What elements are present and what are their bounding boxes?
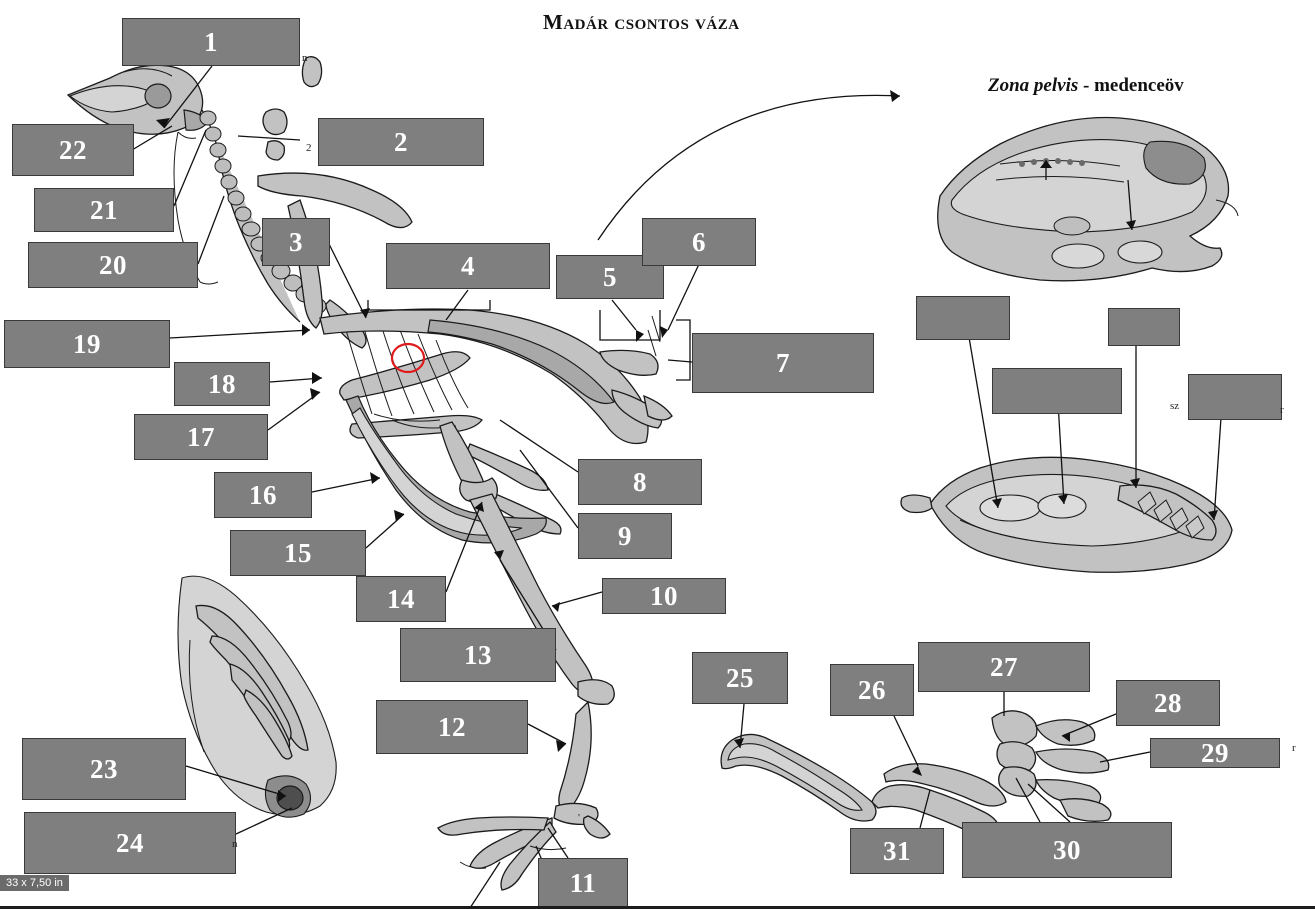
stray-n-foot: n	[232, 838, 238, 850]
label-box-6[interactable]: 6	[642, 218, 756, 266]
label-box-26[interactable]: 26	[830, 664, 914, 716]
label-box-19[interactable]: 19	[4, 320, 170, 368]
stray-tick: '	[578, 812, 580, 824]
pelvis-ventral-group	[901, 457, 1232, 572]
label-box-17[interactable]: 17	[134, 414, 268, 460]
label-box-7[interactable]: 7	[692, 333, 874, 393]
stray-sz: sz	[1170, 400, 1180, 412]
pelvis-blank-3[interactable]	[992, 368, 1122, 414]
label-box-12[interactable]: 12	[376, 700, 528, 754]
pelvis-title	[988, 75, 1184, 97]
label-box-11[interactable]: 11	[538, 858, 628, 908]
label-box-8[interactable]: 8	[578, 459, 702, 505]
pygostyle-group	[644, 396, 672, 420]
limb-bones-group	[721, 711, 1111, 836]
label-box-30[interactable]: 30	[962, 822, 1172, 878]
label-box-23[interactable]: 23	[22, 738, 186, 800]
stray-r2: r	[1292, 742, 1296, 754]
label-box-2[interactable]: 2	[318, 118, 484, 166]
label-box-3[interactable]: 3	[262, 218, 330, 266]
manus-skeleton-group	[178, 576, 336, 817]
pelvis-blank-2[interactable]	[1108, 308, 1180, 346]
label-box-5[interactable]: 5	[556, 255, 664, 299]
pelvis-title-italic: Zona pelvis	[988, 75, 1079, 96]
label-box-24[interactable]: 24	[24, 812, 236, 874]
label-box-25[interactable]: 25	[692, 652, 788, 704]
pelvis-blank-4[interactable]	[1188, 374, 1282, 420]
label-box-29[interactable]: 29	[1150, 738, 1280, 768]
pelvis-title-rest: - medenceöv	[1078, 75, 1184, 96]
pelvis-dorsal-group	[938, 118, 1238, 281]
stray-r: r	[1280, 404, 1284, 416]
label-box-22[interactable]: 22	[12, 124, 134, 176]
label-box-4[interactable]: 4	[386, 243, 550, 289]
status-bar: 33 x 7,50 in	[0, 875, 69, 891]
label-box-31[interactable]: 31	[850, 828, 944, 874]
label-box-21[interactable]: 21	[34, 188, 174, 232]
label-box-1[interactable]: 1	[122, 18, 300, 66]
label-box-20[interactable]: 20	[28, 242, 198, 288]
label-box-9[interactable]: 9	[578, 513, 672, 559]
label-box-13[interactable]: 13	[400, 628, 556, 682]
hyoid-bones-group	[263, 57, 322, 160]
stray-2: 2	[306, 142, 312, 154]
page-title: Madár csontos váza	[543, 10, 740, 34]
pelvis-blank-1[interactable]	[916, 296, 1010, 340]
label-box-28[interactable]: 28	[1116, 680, 1220, 726]
label-box-14[interactable]: 14	[356, 576, 446, 622]
label-box-15[interactable]: 15	[230, 530, 366, 576]
label-box-27[interactable]: 27	[918, 642, 1090, 692]
label-box-18[interactable]: 18	[174, 362, 270, 406]
stray-n-top: n	[302, 52, 308, 64]
label-box-16[interactable]: 16	[214, 472, 312, 518]
label-box-10[interactable]: 10	[602, 578, 726, 614]
